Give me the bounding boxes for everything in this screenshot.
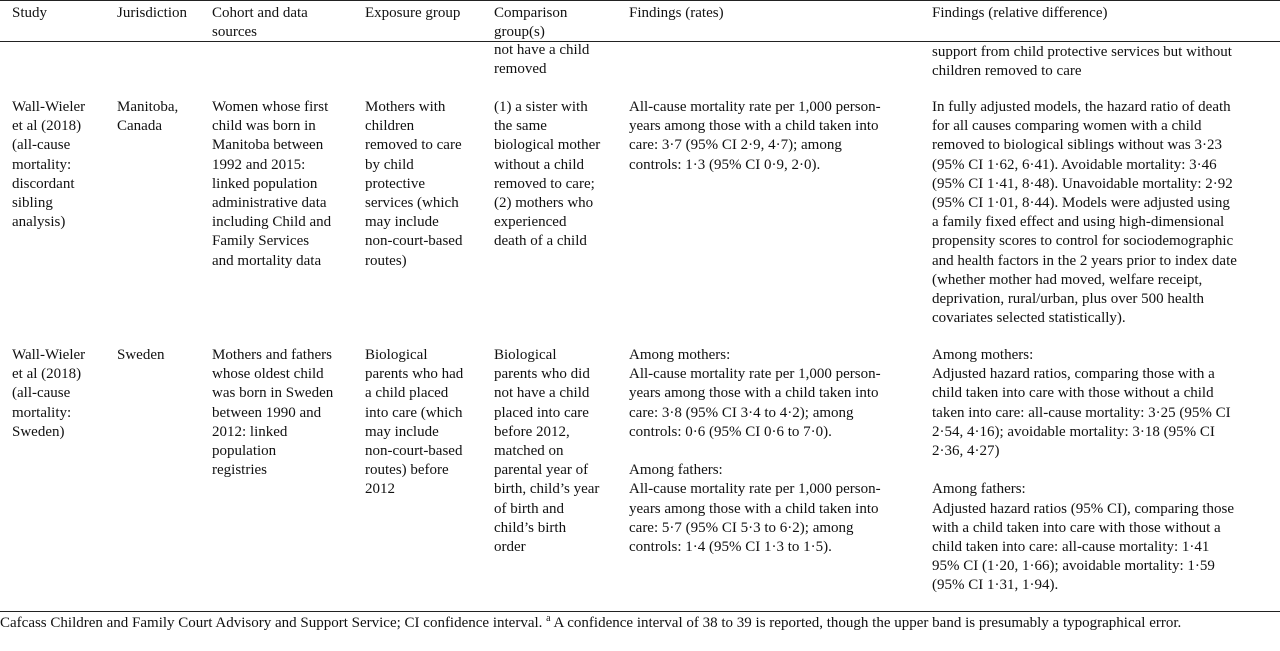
jurisdiction-cell: Manitoba, Canada xyxy=(117,99,179,135)
header-findings-relative: Findings (relative difference) xyxy=(932,5,1108,21)
findings-relative-cell: In fully adjusted models, the hazard ratio of death for all causes comparing women with a child removed to biological siblings without was 3·23 (95% CI 1·62, 6·41). Avoidable mortality: 3·46 (95% CI 1·41, 8·48). Unavoidable mortality: 2·92 (95% CI 1·01, 8·44). Models were adjusted using a family fixed effect and using high-dimensional propensity scores to control for sociodemographic and health factors in the 2 years prior to index date (whether mother had moved, welfare receipt, deprivation, rural/urban, plus over 500 health covariates selected statistically). xyxy=(932,99,1237,327)
table-bottom-rule xyxy=(0,611,1280,612)
findings-relative-cell: Among mothers: Adjusted hazard ratios, comparing those with a child taken into care with those without a child taken into care: all-cause mortality: 3·25 (95% CI 2·54, 4·16); avoidable mortality: 3·18 (95% CI 2·36, 4·27) Among fathers: Adjusted hazard ratios (95% CI), comparing those with a child taken into care with those without a child taken into care: all-cause mortality: 1·41 95% CI (1·20, 1·66); avoidable mortality: 1·59 (95% CI 1·31, 1·94). xyxy=(932,347,1234,594)
continued-relative-cell: support from child protective services but without children removed to care xyxy=(932,44,1232,80)
cohort-cell: Mothers and fathers whose oldest child was born in Sweden between 1990 and 2012: linked population registries xyxy=(212,347,334,479)
exposure-cell: Biological parents who had a child placed into care (which may include non-court-based routes) before 2012 xyxy=(365,347,464,498)
findings-rates-cell: All-cause mortality rate per 1,000 person- years among those with a child taken into care: 3·7 (95% CI 2·9, 4·7); among controls: 1·3 (95% CI 0·9, 2·0). xyxy=(629,99,881,173)
footnote-marker: a xyxy=(546,613,551,624)
exposure-cell: Mothers with children removed to care by child protective services (which may include non-court-based routes) xyxy=(365,99,463,269)
comparison-cell: Biological parents who did not have a child placed into care before 2012, matched on parental year of birth, child’s year of birth and child’s birth order xyxy=(494,347,600,556)
header-study: Study xyxy=(12,5,48,21)
header-findings-rates: Findings (rates) xyxy=(629,5,724,21)
header-comparison: Comparison group(s) xyxy=(494,5,568,41)
comparison-cell: (1) a sister with the same biological mother without a child removed to care; (2) mothers who experienced death of a child xyxy=(494,99,601,250)
header-cohort: Cohort and data sources xyxy=(212,5,308,41)
table-top-rule xyxy=(0,0,1280,1)
findings-rates-cell: Among mothers: All-cause mortality rate per 1,000 person- years among those with a child taken into care: 3·8 (95% CI 3·4 to 4·2); among controls: 0·6 (95% CI 0·6 to 7·0). Among fathers: All-cause mortality rate per 1,000 person- years among those with a child taken into care: 5·7 (95% CI 5·3 to 6·2); among controls: 1·4 (95% CI 1·3 to 1·5). xyxy=(629,347,881,556)
continued-comparison-cell: not have a child removed xyxy=(494,42,590,78)
study-cell: Wall-Wieler et al (2018) (all-cause mortality: discordant sibling analysis) xyxy=(12,99,86,231)
study-cell: Wall-Wieler et al (2018) (all-cause mortality: Sweden) xyxy=(12,347,86,440)
header-jurisdiction: Jurisdiction xyxy=(117,5,187,21)
table-footnote xyxy=(0,614,1270,633)
table-header-rule xyxy=(0,41,1280,42)
footnote-note: A confidence interval of 38 to 39 is reported, though the upper band is presumably a typographical error. xyxy=(550,615,1182,631)
header-exposure: Exposure group xyxy=(365,5,461,21)
footnote-abbreviations: Cafcass Children and Family Court Advisory and Support Service; CI confidence interval. xyxy=(0,615,547,631)
jurisdiction-cell: Sweden xyxy=(117,347,165,363)
cohort-cell: Women whose first child was born in Manitoba between 1992 and 2015: linked population administrative data including Child and Family Services and mortality data xyxy=(212,99,332,269)
